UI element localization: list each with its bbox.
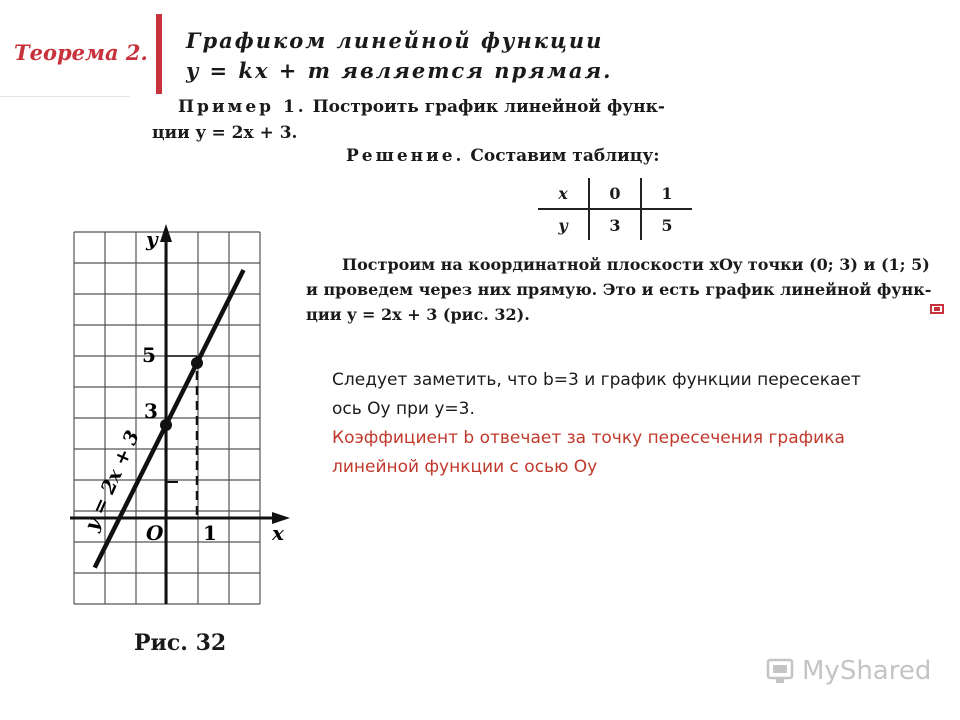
point-1-5 [191,357,203,369]
myshared-logo-icon [766,656,796,686]
watermark-text: MyShared [802,656,932,686]
construction-paragraph [306,252,956,327]
note-line-2: ось Oy при y=3. [332,399,475,419]
y-axis-arrow-icon [160,224,172,242]
construction-line-2: и проведем через них прямую. Это и есть график линейной функ- [306,280,932,299]
function-line [95,270,244,568]
note-red-line-2: линейной функции с осью Oy [332,457,598,477]
table-header-x: x [538,178,589,209]
table-cell-y1: 5 [661,215,673,235]
table-row-x [538,178,692,209]
note-line-1: Следует заметить, что b=3 и график функции пересекает [332,370,861,390]
example-task: Построить график линейной функ- [312,97,665,117]
solution-line [346,146,659,166]
y-tick-label-3: 3 [144,399,158,423]
solution-text: Составим таблицу: [470,146,660,166]
x-tick-label-1: 1 [203,521,217,545]
example-task-line-2: ции y = 2x + 3. [152,123,298,143]
theorem-line-2: y = kx + m является прямая. [186,58,613,83]
y-tick-label-5: 5 [142,343,156,367]
faint-rule [0,96,130,97]
table-cell-y0: 3 [589,209,641,240]
watermark [766,656,931,686]
y-axis-label: y [146,227,158,251]
x-axis-label: x [272,521,284,545]
figure-caption: Рис. 32 [134,630,227,656]
line-equation-label: y = 2x + 3 [80,427,145,535]
example-heading: Пример 1. [178,97,307,117]
theorem-statement [186,26,612,86]
construction-line-1: Построим на координатной плоскости xOy точки (0; 3) и (1; 5) [342,255,930,274]
construction-line-3: ции y = 2x + 3 (рис. 32). [306,305,530,324]
values-table [538,178,692,240]
example-paragraph [152,94,682,146]
function-graph [66,222,296,612]
note-block [332,366,932,482]
origin-label: O [146,521,164,545]
theorem-divider-bar [156,14,162,94]
point-0-3 [160,419,172,431]
end-of-example-icon [930,304,944,314]
table-cell-x1: 1 [641,178,692,209]
theorem-label: Теорема 2. [14,40,148,65]
theorem-line-1: Графиком линейной функции [186,28,604,53]
solution-heading: Решение. [346,146,465,166]
note-red-line-1: Коэффициент b отвечает за точку пересечения графика [332,428,845,448]
table-row-y [538,209,692,240]
table-cell-x0: 0 [589,178,641,209]
table-header-y: y [538,209,589,240]
